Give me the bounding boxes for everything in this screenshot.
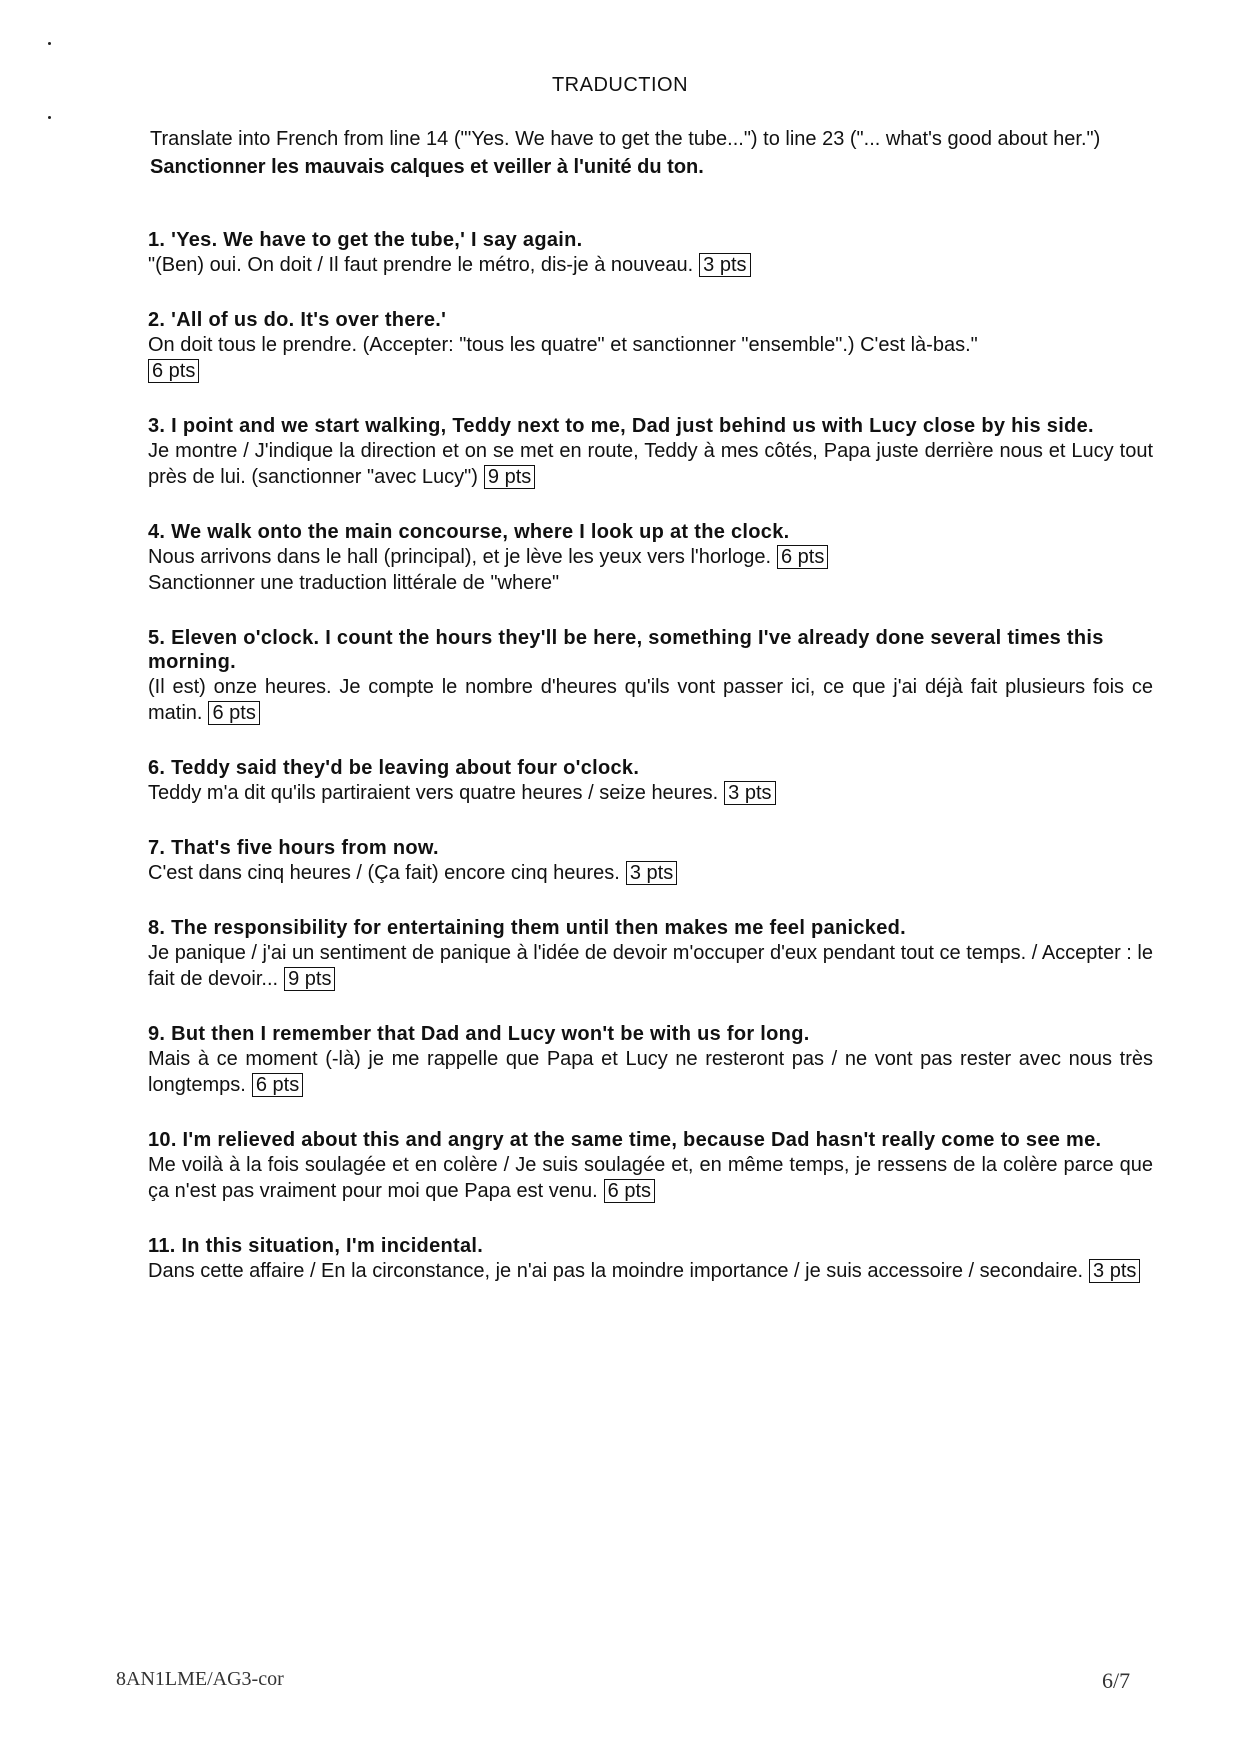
points-box: 3 pts — [724, 781, 775, 805]
french-text: (Il est) onze heures. Je compte le nombre d'heures qu'ils vont passer ici, ce que j'ai déjà fait plusieurs fois ce matin. — [148, 676, 1153, 724]
english-sentence: 1. 'Yes. We have to get the tube,' I say again. — [148, 229, 583, 251]
points-box: 6 pts — [252, 1073, 303, 1097]
english-sentence: 9. But then I remember that Dad and Lucy won't be with us for long. — [148, 1023, 810, 1045]
french-text: Dans cette affaire / En la circonstance, je n'ai pas la moindre importance / je suis accessoire / secondaire. — [148, 1260, 1084, 1282]
translation-item-6 — [148, 756, 1153, 806]
translation-item-1 — [148, 228, 1153, 278]
french-translation — [148, 252, 1153, 278]
points-box: 3 pts — [626, 861, 677, 885]
points-box: 3 pts — [1089, 1259, 1140, 1283]
points-box: 6 pts — [208, 701, 259, 725]
french-text: C'est dans cinq heures / (Ça fait) encore cinq heures. — [148, 862, 620, 884]
french-translation — [148, 860, 1153, 886]
english-sentence: 11. In this situation, I'm incidental. — [148, 1235, 484, 1257]
translation-item-8 — [148, 916, 1153, 992]
french-translation — [148, 544, 1153, 570]
instruction-sanction: Sanctionner les mauvais calques et veiller à l'unité du ton. — [150, 156, 704, 178]
french-text: On doit tous le prendre. (Accepter: "tous les quatre" et sanctionner "ensemble".) C'est là-bas." — [148, 334, 978, 356]
scan-speck — [48, 42, 51, 45]
french-text: Me voilà à la fois soulagée et en colère / Je suis soulagée et, en même temps, je ressens de la colère parce que ça n'est pas vraiment pour moi que Papa est venu. — [148, 1154, 1153, 1202]
grading-note: Sanctionner une traduction littérale de "where" — [148, 572, 560, 594]
french-text: Je montre / J'indique la direction et on se met en route, Teddy à mes côtés, Papa juste derrière nous et Lucy tout près de lui. (sanctionner "avec Lucy") — [148, 440, 1153, 488]
translation-item-5 — [148, 626, 1153, 726]
translation-item-2 — [148, 308, 1153, 384]
french-text: Mais à ce moment (-là) je me rappelle que Papa et Lucy ne resteront pas / ne vont pas rester avec nous très longtemps. — [148, 1048, 1153, 1096]
french-text: Teddy m'a dit qu'ils partiraient vers quatre heures / seize heures. — [148, 782, 719, 804]
translation-item-4 — [148, 520, 1153, 596]
points-box: 6 pts — [148, 359, 199, 383]
french-translation — [148, 780, 1153, 806]
french-translation — [148, 332, 1153, 384]
instructions — [150, 126, 1150, 180]
translation-items — [148, 228, 1153, 1314]
document-code: 8AN1LME/AG3-cor — [116, 1668, 284, 1690]
english-sentence: 6. Teddy said they'd be leaving about four o'clock. — [148, 757, 640, 779]
translation-item-7 — [148, 836, 1153, 886]
scan-speck — [48, 116, 51, 119]
points-box: 9 pts — [484, 465, 535, 489]
french-text: "(Ben) oui. On doit / Il faut prendre le métro, dis-je à nouveau. — [148, 254, 694, 276]
points-box: 3 pts — [699, 253, 750, 277]
translation-item-3 — [148, 414, 1153, 490]
instruction-text: Translate into French from line 14 ("'Yes. We have to get the tube...") to line 23 ("... what's good about her.") — [150, 128, 1101, 150]
points-box: 6 pts — [777, 545, 828, 569]
points-box: 9 pts — [284, 967, 335, 991]
page-title: TRADUCTION — [551, 74, 689, 96]
english-sentence: 8. The responsibility for entertaining them until then makes me feel panicked. — [148, 917, 907, 939]
english-sentence: 10. I'm relieved about this and angry at the same time, because Dad hasn't really come to see me. — [148, 1129, 1102, 1151]
french-translation — [148, 438, 1153, 490]
english-sentence: 2. 'All of us do. It's over there.' — [148, 309, 447, 331]
english-sentence: 5. Eleven o'clock. I count the hours they'll be here, something I've already done several times this morning. — [148, 627, 1104, 673]
points-box: 6 pts — [604, 1179, 655, 1203]
french-text: Je panique / j'ai un sentiment de panique à l'idée de devoir m'occuper d'eux pendant tout ce temps. / Accepter : le fait de devoir... — [148, 942, 1153, 990]
french-translation — [148, 940, 1153, 992]
french-translation — [148, 1046, 1153, 1098]
french-translation — [148, 1258, 1153, 1284]
translation-item-10 — [148, 1128, 1153, 1204]
english-sentence: 3. I point and we start walking, Teddy next to me, Dad just behind us with Lucy close by his side. — [148, 415, 1094, 437]
french-translation — [148, 1152, 1153, 1204]
translation-item-9 — [148, 1022, 1153, 1098]
french-text: Nous arrivons dans le hall (principal), et je lève les yeux vers l'horloge. — [148, 546, 771, 568]
french-translation — [148, 674, 1153, 726]
english-sentence: 7. That's five hours from now. — [148, 837, 439, 859]
page-number: 6/7 — [1102, 1668, 1131, 1693]
translation-item-11 — [148, 1234, 1153, 1284]
english-sentence: 4. We walk onto the main concourse, where I look up at the clock. — [148, 521, 790, 543]
